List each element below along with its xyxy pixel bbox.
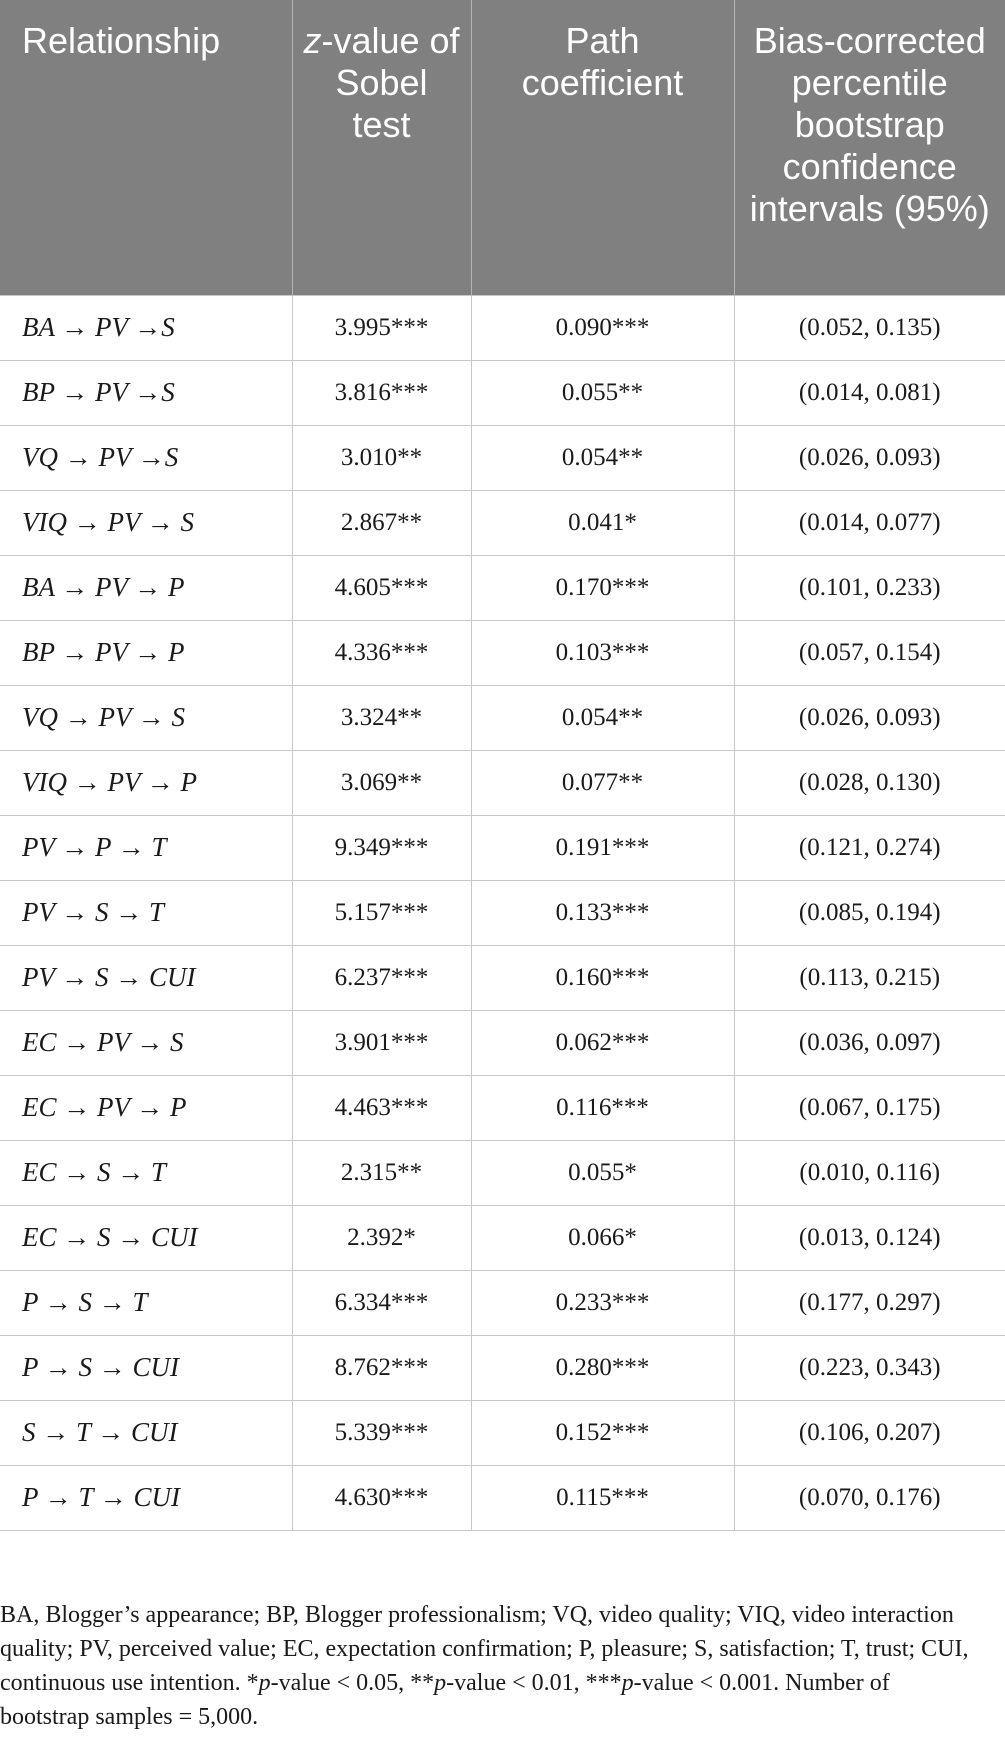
cell-path-coefficient: 0.054** — [471, 425, 734, 490]
cell-relationship: BA → PV → P — [0, 555, 292, 620]
cell-path-coefficient: 0.054** — [471, 685, 734, 750]
cell-path-coefficient: 0.280*** — [471, 1335, 734, 1400]
cell-relationship: VQ → PV →S — [0, 425, 292, 490]
header-relationship: Relationship — [0, 0, 292, 295]
cell-relationship: VIQ → PV → P — [0, 750, 292, 815]
cell-confidence-interval: (0.028, 0.130) — [734, 750, 1005, 815]
table-row — [0, 1400, 1005, 1465]
cell-z-value: 2.867** — [292, 490, 471, 555]
footnote-p2: p — [434, 1670, 447, 1696]
footnote-p3: p — [621, 1670, 634, 1696]
table-row — [0, 1205, 1005, 1270]
cell-path-coefficient: 0.077** — [471, 750, 734, 815]
cell-z-value: 4.630*** — [292, 1465, 471, 1530]
cell-confidence-interval: (0.026, 0.093) — [734, 685, 1005, 750]
cell-confidence-interval: (0.014, 0.081) — [734, 360, 1005, 425]
cell-path-coefficient: 0.152*** — [471, 1400, 734, 1465]
header-z-italic: z — [303, 20, 322, 61]
cell-relationship: S → T → CUI — [0, 1400, 292, 1465]
cell-confidence-interval: (0.106, 0.207) — [734, 1400, 1005, 1465]
footnote-part2: -value < 0.05, ** — [270, 1670, 435, 1696]
cell-relationship: EC → S → T — [0, 1140, 292, 1205]
cell-z-value: 4.605*** — [292, 555, 471, 620]
header-bootstrap-ci: Bias-corrected percentile bootstrap confidence intervals (95%) — [734, 0, 1005, 295]
cell-confidence-interval: (0.010, 0.116) — [734, 1140, 1005, 1205]
cell-path-coefficient: 0.055** — [471, 360, 734, 425]
cell-relationship: PV → S → T — [0, 880, 292, 945]
table-row — [0, 1075, 1005, 1140]
cell-confidence-interval: (0.113, 0.215) — [734, 945, 1005, 1010]
cell-relationship: VIQ → PV → S — [0, 490, 292, 555]
cell-path-coefficient: 0.115*** — [471, 1465, 734, 1530]
table-row — [0, 1140, 1005, 1205]
cell-z-value: 3.324** — [292, 685, 471, 750]
table-row — [0, 490, 1005, 555]
cell-confidence-interval: (0.026, 0.093) — [734, 425, 1005, 490]
cell-relationship: PV → P → T — [0, 815, 292, 880]
cell-z-value: 3.010** — [292, 425, 471, 490]
cell-relationship: PV → S → CUI — [0, 945, 292, 1010]
cell-relationship: BP → PV → P — [0, 620, 292, 685]
cell-confidence-interval: (0.014, 0.077) — [734, 490, 1005, 555]
cell-z-value: 5.157*** — [292, 880, 471, 945]
cell-z-value: 4.336*** — [292, 620, 471, 685]
cell-z-value: 2.392* — [292, 1205, 471, 1270]
cell-path-coefficient: 0.041* — [471, 490, 734, 555]
cell-z-value: 3.901*** — [292, 1010, 471, 1075]
table-row — [0, 945, 1005, 1010]
table-row — [0, 1010, 1005, 1075]
cell-z-value: 8.762*** — [292, 1335, 471, 1400]
footnote-part1: BA, Blogger’s appearance; BP, Blogger professionalism; VQ, video quality; VIQ, video interaction quality; PV, perceived value; EC, expectation confirmation; P, pleasure; S, satisfaction; T, trust; CUI, continuous use intention. * — [0, 1602, 969, 1696]
cell-confidence-interval: (0.067, 0.175) — [734, 1075, 1005, 1140]
header-row — [0, 0, 1005, 295]
header-path-coefficient: Path coefficient — [471, 0, 734, 295]
cell-z-value: 5.339*** — [292, 1400, 471, 1465]
cell-path-coefficient: 0.090*** — [471, 295, 734, 360]
cell-path-coefficient: 0.116*** — [471, 1075, 734, 1140]
cell-path-coefficient: 0.160*** — [471, 945, 734, 1010]
cell-confidence-interval: (0.177, 0.297) — [734, 1270, 1005, 1335]
footnote-part3: -value < 0.01, *** — [446, 1670, 622, 1696]
cell-z-value: 3.995*** — [292, 295, 471, 360]
cell-relationship: EC → S → CUI — [0, 1205, 292, 1270]
cell-path-coefficient: 0.191*** — [471, 815, 734, 880]
table-body — [0, 295, 1005, 1530]
table-row — [0, 815, 1005, 880]
cell-z-value: 3.069** — [292, 750, 471, 815]
footnote-p1: p — [258, 1670, 271, 1696]
table-row — [0, 1465, 1005, 1530]
header-z-rest: -value of Sobel test — [321, 20, 460, 145]
table-row — [0, 880, 1005, 945]
table-header — [0, 0, 1005, 295]
table-footnote — [0, 1598, 985, 1734]
cell-confidence-interval: (0.223, 0.343) — [734, 1335, 1005, 1400]
table-row — [0, 750, 1005, 815]
cell-confidence-interval: (0.052, 0.135) — [734, 295, 1005, 360]
cell-z-value: 9.349*** — [292, 815, 471, 880]
cell-confidence-interval: (0.057, 0.154) — [734, 620, 1005, 685]
cell-relationship: EC → PV → P — [0, 1075, 292, 1140]
table-row — [0, 1335, 1005, 1400]
cell-confidence-interval: (0.036, 0.097) — [734, 1010, 1005, 1075]
cell-z-value: 4.463*** — [292, 1075, 471, 1140]
cell-path-coefficient: 0.062*** — [471, 1010, 734, 1075]
cell-relationship: BA → PV →S — [0, 295, 292, 360]
table-row — [0, 685, 1005, 750]
cell-relationship: VQ → PV → S — [0, 685, 292, 750]
footnote-part4: -value < 0.001. Number of bootstrap samples = 5,000. — [0, 1670, 890, 1730]
header-z-value — [292, 0, 471, 295]
cell-z-value: 2.315** — [292, 1140, 471, 1205]
cell-z-value: 3.816*** — [292, 360, 471, 425]
table-row — [0, 555, 1005, 620]
cell-relationship: EC → PV → S — [0, 1010, 292, 1075]
cell-confidence-interval: (0.121, 0.274) — [734, 815, 1005, 880]
table-row — [0, 620, 1005, 685]
cell-relationship: P → S → T — [0, 1270, 292, 1335]
cell-confidence-interval: (0.070, 0.176) — [734, 1465, 1005, 1530]
cell-confidence-interval: (0.013, 0.124) — [734, 1205, 1005, 1270]
cell-path-coefficient: 0.055* — [471, 1140, 734, 1205]
cell-path-coefficient: 0.170*** — [471, 555, 734, 620]
cell-relationship: P → S → CUI — [0, 1335, 292, 1400]
table-row — [0, 1270, 1005, 1335]
cell-path-coefficient: 0.103*** — [471, 620, 734, 685]
cell-confidence-interval: (0.085, 0.194) — [734, 880, 1005, 945]
cell-z-value: 6.237*** — [292, 945, 471, 1010]
cell-relationship: BP → PV →S — [0, 360, 292, 425]
table-row — [0, 360, 1005, 425]
cell-z-value: 6.334*** — [292, 1270, 471, 1335]
cell-path-coefficient: 0.233*** — [471, 1270, 734, 1335]
cell-path-coefficient: 0.133*** — [471, 880, 734, 945]
cell-relationship: P → T → CUI — [0, 1465, 292, 1530]
cell-path-coefficient: 0.066* — [471, 1205, 734, 1270]
table-row — [0, 295, 1005, 360]
table-row — [0, 425, 1005, 490]
cell-confidence-interval: (0.101, 0.233) — [734, 555, 1005, 620]
